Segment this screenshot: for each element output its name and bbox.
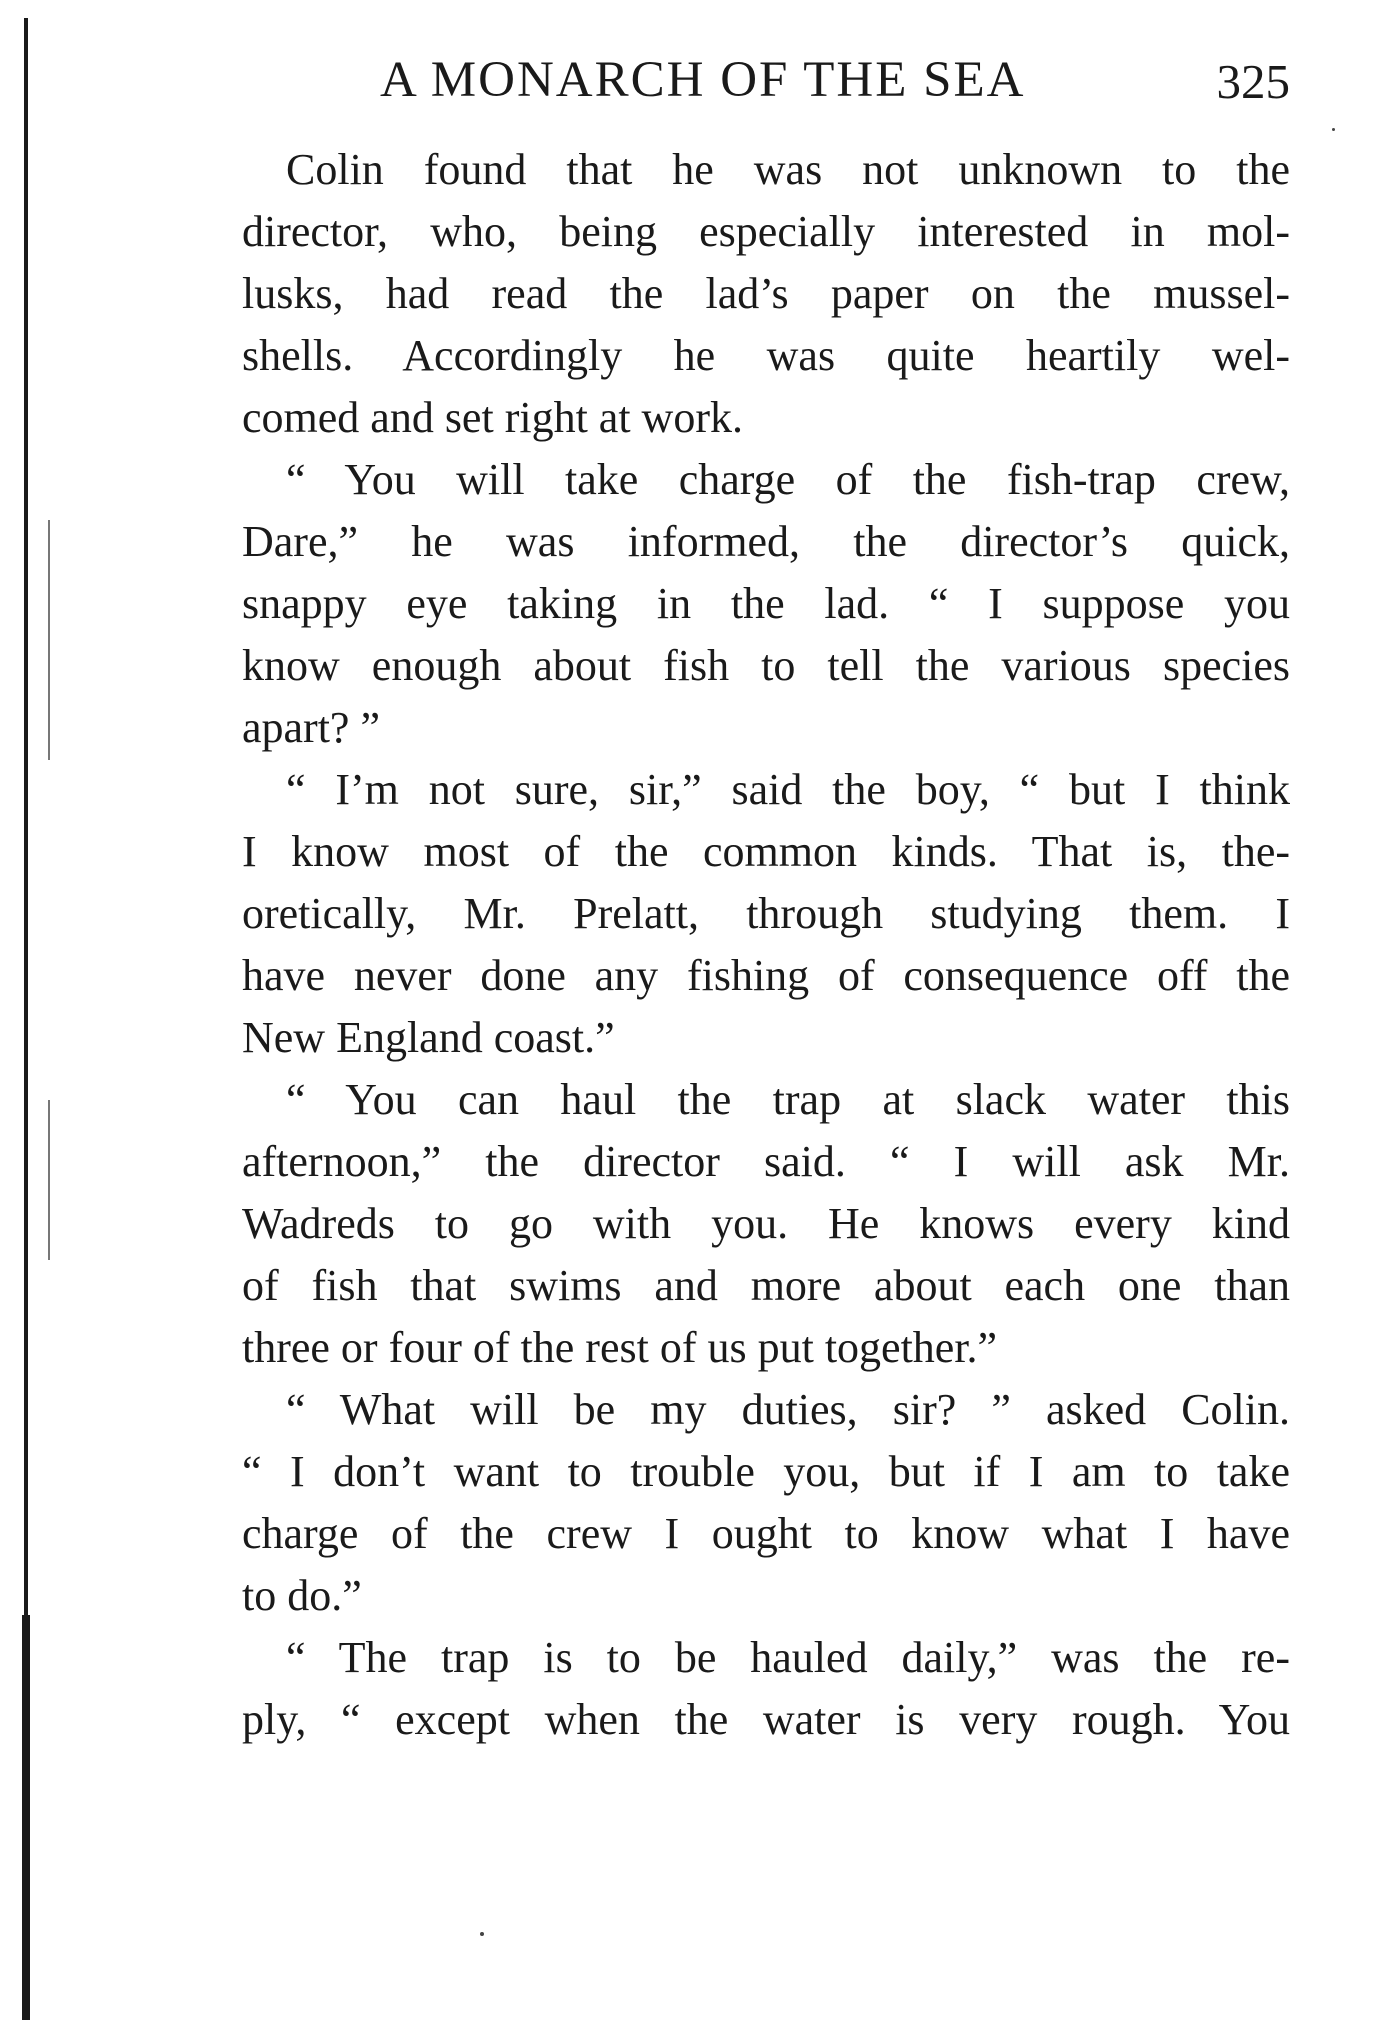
gutter-scan-edge-shadow [22,1615,30,2020]
text-line: director, who, being especially interested in mol- [242,207,1290,256]
text-line: “ I’m not sure, sir,” said the boy, “ but I think [286,765,1290,814]
text-line: oretically, Mr. Prelatt, through studying them. I [242,889,1290,938]
scan-speck [1332,128,1335,131]
body-text [242,139,1290,1751]
page-number: 325 [1216,54,1290,109]
running-head: A MONARCH OF THE SEA [380,52,1026,108]
text-line: to do.” [242,1571,362,1620]
text-line: “ What will be my duties, sir? ” asked Colin. [286,1385,1290,1434]
text-line: of fish that swims and more about each one than [242,1261,1290,1310]
text-line: afternoon,” the director said. “ I will ask Mr. [242,1137,1290,1186]
scan-speck [480,1932,484,1936]
gutter-scan-mark [48,1100,50,1260]
text-line: charge of the crew I ought to know what I have [242,1509,1290,1558]
text-line: New England coast.” [242,1013,615,1062]
text-line: “ You can haul the trap at slack water this [286,1075,1290,1124]
text-line: three or four of the rest of us put together.” [242,1323,998,1372]
text-line: lusks, had read the lad’s paper on the mussel- [242,269,1290,318]
text-line: “ I don’t want to trouble you, but if I am to take [242,1447,1290,1496]
text-line: “ The trap is to be hauled daily,” was the re- [286,1633,1290,1682]
text-line: Colin found that he was not unknown to the [286,145,1290,194]
gutter-scan-mark [48,520,50,760]
text-line: “ You will take charge of the fish-trap crew, [286,455,1290,504]
text-line: ply, “ except when the water is very rough. You [242,1695,1290,1744]
text-line: I know most of the common kinds. That is, the- [242,827,1290,876]
text-line: snappy eye taking in the lad. “ I suppose you [242,579,1290,628]
text-line: comed and set right at work. [242,393,743,442]
text-line: Wadreds to go with you. He knows every kind [242,1199,1290,1248]
text-line: shells. Accordingly he was quite heartily wel- [242,331,1290,380]
text-line: know enough about fish to tell the various species [242,641,1290,690]
text-line: apart? ” [242,703,380,752]
text-line: have never done any fishing of consequence off the [242,951,1290,1000]
page-header [380,45,1290,115]
text-line: Dare,” he was informed, the director’s quick, [242,517,1290,566]
